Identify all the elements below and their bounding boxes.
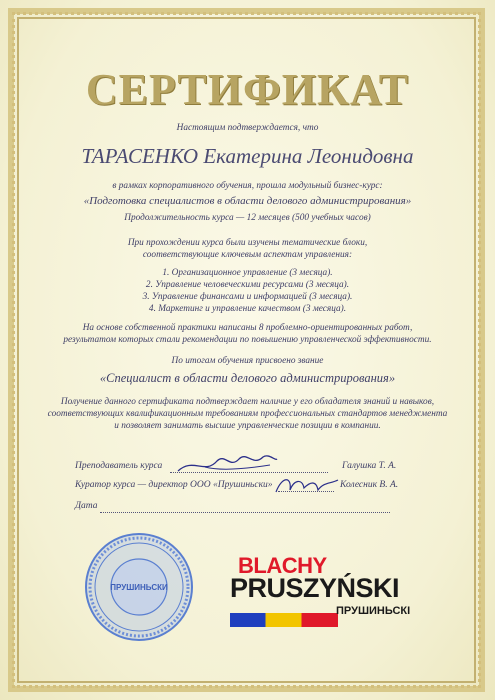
module-item: 2. Управление человеческими ресурсами (3 месяца). xyxy=(145,280,350,290)
modules-intro-1: При прохождении курса были изучены тематические блоки, xyxy=(127,238,368,248)
statement-text-1: Получение данного сертификата подтверждает наличие у его обладателя знаний и навыков, xyxy=(60,397,435,407)
statement-text-3: и позволяет занимать высшие управленческие позиции в компании. xyxy=(114,421,381,431)
logo-line3: ПРУШИНЬСКІ xyxy=(336,605,411,617)
date-line xyxy=(100,512,390,513)
company-logo xyxy=(230,553,430,633)
recipient-name: ТАРАСЕНКО Екатерина Леонидовна xyxy=(81,144,414,168)
certificate-title: СЕРТИФИКАТ xyxy=(85,65,410,114)
practice-text-2: результатом которых стали рекомендации по повышению управленческой эффективности. xyxy=(63,335,432,345)
practice-text-1: На основе собственной практики написаны 8 проблемно-ориентированных работ, xyxy=(82,323,413,333)
company-seal xyxy=(84,532,194,642)
logo-line2: PRUSZYŃSKI xyxy=(230,573,400,603)
modules-intro-2: соответствующие ключевым аспектам управления: xyxy=(142,250,353,260)
intro-text: Настоящим подтверждается, что xyxy=(176,123,319,133)
date-label: Дата xyxy=(75,501,98,511)
teacher-label: Преподаватель курса xyxy=(75,461,163,471)
logo-line1: BLACHY xyxy=(238,553,327,578)
curator-label: Куратор курса — директор ООО «Прушиньски» xyxy=(75,480,273,490)
teacher-signature xyxy=(175,449,280,479)
context-text: в рамках корпоративного обучения, прошла модульный бизнес-курс: xyxy=(112,181,383,191)
course-title: «Подготовка специалистов в области делового администрирования» xyxy=(83,195,412,207)
module-item: 1. Организационное управление (3 месяца). xyxy=(162,268,333,278)
curator-signature xyxy=(272,472,342,498)
module-item: 4. Маркетинг и управление качеством (3 месяца). xyxy=(148,304,347,314)
teacher-name: Галушка Т. А. xyxy=(342,461,397,471)
statement-text-2: соответствующих квалификационным требованиям профессиональных стандартов менеджмента xyxy=(47,409,448,419)
curator-name: Колесник В. А. xyxy=(340,480,399,490)
rank-title: «Специалист в области делового администрирования» xyxy=(99,371,396,385)
module-item: 3. Управление финансами и информацией (3 месяца). xyxy=(142,292,353,302)
seal-text: ПРУШИНЬСКИ xyxy=(110,583,168,592)
rank-intro: По итогам обучения присвоено звание xyxy=(171,356,324,366)
logo-stripe xyxy=(230,613,338,627)
course-duration: Продолжительность курса — 12 месяцев (500 учебных часов) xyxy=(124,213,371,223)
